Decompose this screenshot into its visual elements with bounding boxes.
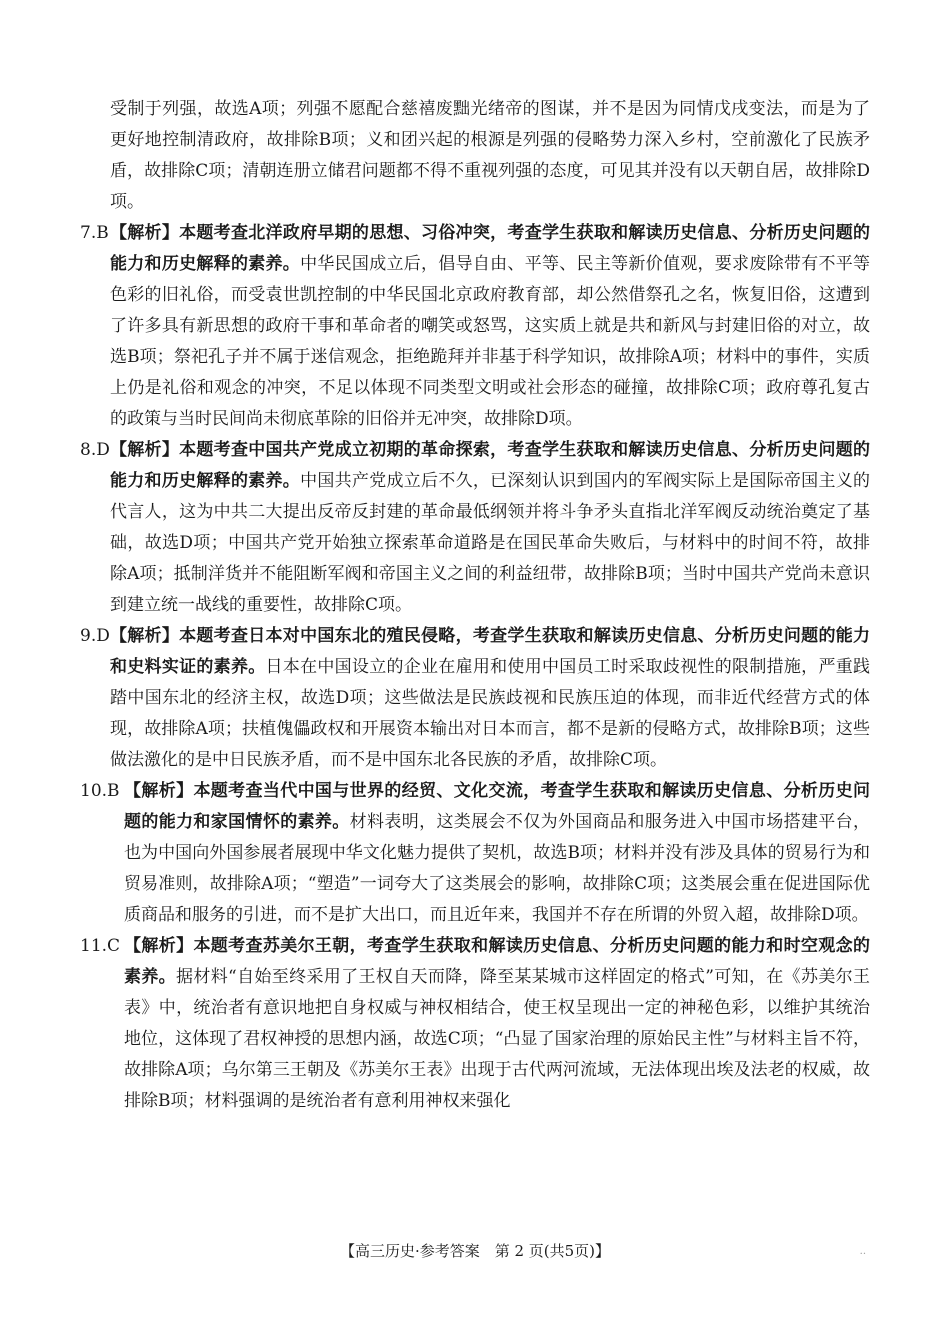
answer-item-7 xyxy=(80,218,870,435)
analysis-text: 中国共产党成立后不久，已深刻认识到国内的军阀实际上是国际帝国主义的代言人，这为中共二大提出反帝反封建的革命最低纲领并将斗争矛头直指北洋军阀反动统治奠定了基础，故选D项；中国共产党开始独立探索革命道路是在国民革命失败后，与材料中的时间不符，故排除A项；抵制洋货并不能阻断军阀和帝国主义之间的利益纽带，故排除B项；当时中国共产党尚未意识到建立统一战线的重要性，故排除C项。 xyxy=(110,471,871,615)
analysis-tag: 【解析】 xyxy=(124,936,194,956)
item-body xyxy=(110,435,870,621)
answer-item-8 xyxy=(80,435,870,621)
item-number: 11.C xyxy=(80,936,121,956)
analysis-lead: 本题考查日本对中国东北的殖民侵略，考查学生获取和解读历史信息、分析历史问题的能力和史料实证的素养。 xyxy=(110,626,871,677)
corner-mark: .. xyxy=(859,1246,866,1257)
analysis-text: 材料表明，这类展会不仅为外国商品和服务进入中国市场搭建平台，也为中国向外国参展者展现中华文化魅力提供了契机，故选B项；材料并没有涉及具体的贸易行为和贸易准则，故排除A项；“塑造”一词夸大了这类展会的影响，故排除C项；这类展会重在促进国际优质商品和服务的引进，而不是扩大出口，而且近年来，我国并不存在所谓的外贸入超，故排除D项。 xyxy=(124,812,871,925)
answer-item-9 xyxy=(80,621,870,776)
item-body xyxy=(124,776,870,931)
analysis-tag: 【解析】 xyxy=(110,626,180,646)
item-number: 9.D xyxy=(80,626,110,646)
answer-content xyxy=(80,94,870,1117)
item-number: 8.D xyxy=(80,440,110,460)
analysis-tag: 【解析】 xyxy=(110,440,180,460)
analysis-text: 中华民国成立后，倡导自由、平等、民主等新价值观，要求废除带有不平等色彩的旧礼俗，而受袁世凯控制的中华民国北京政府教育部，却公然借祭孔之名，恢复旧俗，这遭到了许多具有新思想的政府干事和革命者的嘲笑或怒骂，这实质上就是共和新风与封建旧俗的对立，故选B项；祭祀孔子并不属于迷信观念，拒绝跪拜并非基于科学知识，故排除A项；材料中的事件，实质上仍是礼俗和观念的冲突，不足以体现不同类型文明或社会形态的碰撞，故排除C项；政府尊孔复古的政策与当时民间尚未彻底革除的旧俗并无冲突，故排除D项。 xyxy=(110,254,871,429)
analysis-text: 日本在中国设立的企业在雇用和使用中国员工时采取歧视性的限制措施，严重践踏中国东北的经济主权，故选D项；这些做法是民族歧视和民族压迫的体现，而非近代经营方式的体现，故排除A项；扶植傀儡政权和开展资本输出对日本而言，都不是新的侵略方式，故排除B项；这些做法激化的是中日民族矛盾，而不是中国东北各民族的矛盾，故排除C项。 xyxy=(110,657,871,770)
analysis-lead: 本题考查中国共产党成立初期的革命探索，考查学生获取和解读历史信息、分析历史问题的能力和历史解释的素养。 xyxy=(110,440,871,491)
item-number: 7.B xyxy=(80,223,109,243)
analysis-lead: 本题考查苏美尔王朝，考查学生获取和解读历史信息、分析历史问题的能力和时空观念的素养。 xyxy=(124,936,871,987)
analysis-lead: 本题考查当代中国与世界的经贸、文化交流，考查学生获取和解读历史信息、分析历史问题的能力和家国情怀的素养。 xyxy=(124,781,871,832)
item-number: 10.B xyxy=(80,781,120,801)
page-footer: 【高三历史·参考答案 第 2 页(共5页)】 xyxy=(339,1242,611,1260)
item-body xyxy=(110,621,870,776)
continued-paragraph: 受制于列强，故选A项；列强不愿配合慈禧废黜光绪帝的图谋，并不是因为同情戊戌变法，而是为了更好地控制清政府，故排除B项；义和团兴起的根源是列强的侵略势力深入乡村，空前激化了民族矛盾，故排除C项；清朝连册立储君问题都不得不重视列强的态度，可见其并没有以天朝自居，故排除D项。 xyxy=(110,99,870,212)
item-body xyxy=(110,218,870,435)
analysis-tag: 【解析】 xyxy=(110,223,180,243)
analysis-text: 据材料“自始至终采用了王权自天而降，降至某某城市这样固定的格式”可知，在《苏美尔王表》中，统治者有意识地把自身权威与神权相结合，使王权呈现出一定的神秘色彩，以维护其统治地位，这体现了君权神授的思想内涵，故选C项；“凸显了国家治理的原始民主性”与材料主旨不符，故排除A项；乌尔第三王朝及《苏美尔王表》出现于古代两河流域，无法体现出埃及法老的权威，故排除B项；材料强调的是统治者有意利用神权来强化 xyxy=(124,967,871,1111)
answer-item-10 xyxy=(80,776,870,931)
analysis-lead: 本题考查北洋政府早期的思想、习俗冲突，考查学生获取和解读历史信息、分析历史问题的能力和历史解释的素养。 xyxy=(110,223,871,274)
item-body xyxy=(124,931,870,1117)
analysis-tag: 【解析】 xyxy=(124,781,194,801)
answer-item-11 xyxy=(80,931,870,1117)
